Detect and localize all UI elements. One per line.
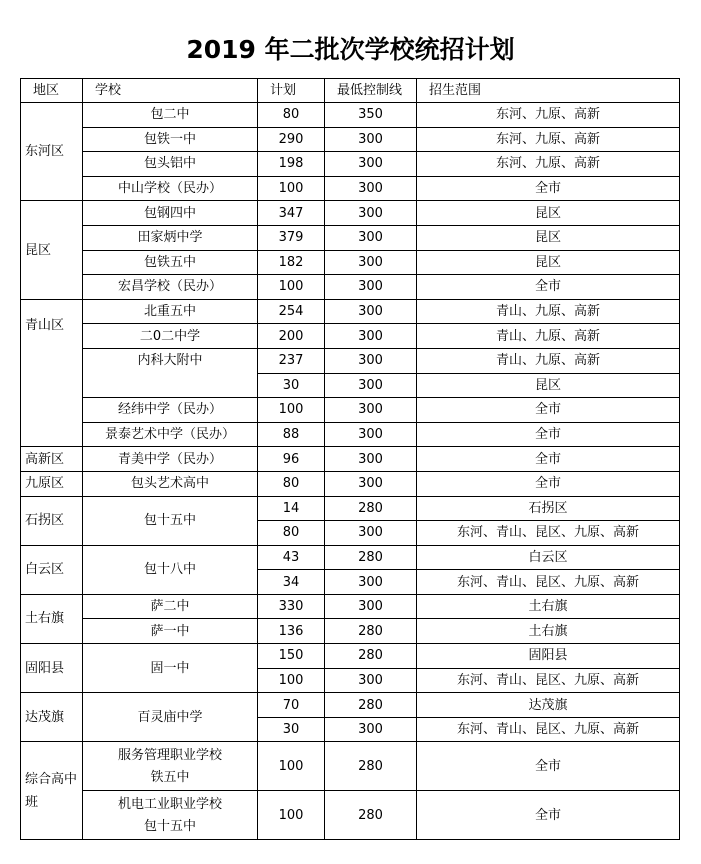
range-cell: 东河、青山、昆区、九原、高新 — [417, 570, 680, 595]
range-cell: 昆区 — [417, 373, 680, 398]
school-cell: 包铁五中 — [83, 250, 258, 275]
enrollment-plan-table — [20, 78, 680, 840]
min-score-cell: 300 — [325, 521, 417, 546]
table-row — [21, 250, 680, 275]
school-cell: 包铁一中 — [83, 127, 258, 152]
school-cell: 田家炳中学 — [83, 225, 258, 250]
district-cell: 固阳县 — [21, 644, 83, 693]
table-row — [21, 644, 680, 669]
range-cell: 昆区 — [417, 201, 680, 226]
page-title: 2019 年二批次学校统招计划 — [186, 35, 515, 64]
table-row — [21, 791, 680, 840]
school-name-line: 包十五中 — [143, 819, 196, 835]
school-cell: 经纬中学（民办） — [83, 398, 258, 423]
table-row — [21, 324, 680, 349]
min-score-cell: 300 — [325, 152, 417, 177]
table-header-row — [21, 79, 680, 103]
school-cell: 景泰艺术中学（民办） — [83, 422, 258, 447]
range-cell: 东河、九原、高新 — [417, 152, 680, 177]
min-score-cell: 350 — [325, 103, 417, 128]
plan-cell: 254 — [258, 299, 325, 324]
plan-cell: 30 — [258, 373, 325, 398]
plan-cell: 88 — [258, 422, 325, 447]
min-score-cell: 300 — [325, 570, 417, 595]
plan-cell: 100 — [258, 668, 325, 693]
table-row — [21, 398, 680, 423]
min-score-cell: 300 — [325, 201, 417, 226]
plan-cell: 14 — [258, 496, 325, 521]
school-cell: 包头艺术高中 — [83, 471, 258, 496]
plan-cell: 237 — [258, 348, 325, 373]
table-row — [21, 693, 680, 718]
min-score-cell: 300 — [325, 398, 417, 423]
min-score-cell: 300 — [325, 176, 417, 201]
range-cell: 东河、青山、昆区、九原、高新 — [417, 717, 680, 742]
min-score-cell: 280 — [325, 791, 417, 840]
min-score-cell: 280 — [325, 619, 417, 644]
table-row — [21, 545, 680, 570]
school-cell: 百灵庙中学 — [83, 693, 258, 742]
school-cell — [83, 791, 258, 840]
table-row — [21, 103, 680, 128]
min-score-cell: 300 — [325, 348, 417, 373]
min-score-cell: 300 — [325, 594, 417, 619]
plan-cell: 379 — [258, 225, 325, 250]
plan-cell: 100 — [258, 742, 325, 791]
plan-cell: 34 — [258, 570, 325, 595]
range-cell: 土右旗 — [417, 619, 680, 644]
district-cell: 土右旗 — [21, 594, 83, 643]
min-score-cell: 300 — [325, 422, 417, 447]
district-cell: 白云区 — [21, 545, 83, 594]
school-cell: 北重五中 — [83, 299, 258, 324]
table-row — [21, 496, 680, 521]
min-score-cell: 300 — [325, 225, 417, 250]
min-score-cell: 300 — [325, 127, 417, 152]
min-score-cell: 300 — [325, 324, 417, 349]
table-row — [21, 152, 680, 177]
table-row — [21, 471, 680, 496]
school-cell: 中山学校（民办） — [83, 176, 258, 201]
range-cell: 白云区 — [417, 545, 680, 570]
plan-cell: 150 — [258, 644, 325, 669]
plan-cell: 100 — [258, 398, 325, 423]
school-name-line: 铁五中 — [150, 770, 190, 786]
table-row — [21, 201, 680, 226]
range-cell: 达茂旗 — [417, 693, 680, 718]
table-row — [21, 447, 680, 472]
school-cell: 包十五中 — [83, 496, 258, 545]
district-cell: 综合高中班 — [21, 742, 83, 840]
school-cell: 萨二中 — [83, 594, 258, 619]
district-cell: 高新区 — [21, 447, 83, 472]
school-cell: 二0二中学 — [83, 324, 258, 349]
plan-cell: 80 — [258, 471, 325, 496]
range-cell: 全市 — [417, 471, 680, 496]
plan-cell: 80 — [258, 103, 325, 128]
range-cell: 土右旗 — [417, 594, 680, 619]
plan-cell: 290 — [258, 127, 325, 152]
plan-cell: 100 — [258, 176, 325, 201]
table-row — [21, 127, 680, 152]
plan-cell: 96 — [258, 447, 325, 472]
school-name-line: 机电工业职业学校 — [117, 797, 222, 813]
table-row — [21, 275, 680, 300]
range-cell: 东河、青山、昆区、九原、高新 — [417, 668, 680, 693]
table-row — [21, 742, 680, 791]
school-cell: 包头铝中 — [83, 152, 258, 177]
table-row — [21, 176, 680, 201]
plan-cell: 70 — [258, 693, 325, 718]
plan-cell: 200 — [258, 324, 325, 349]
min-score-cell: 300 — [325, 373, 417, 398]
district-cell: 石拐区 — [21, 496, 83, 545]
district-cell: 昆区 — [21, 201, 83, 299]
plan-cell: 43 — [258, 545, 325, 570]
plan-cell: 100 — [258, 791, 325, 840]
header-plan: 计划 — [258, 79, 325, 103]
header-min-score: 最低控制线 — [325, 79, 417, 103]
range-cell: 全市 — [417, 398, 680, 423]
school-cell: 萨一中 — [83, 619, 258, 644]
school-cell: 青美中学（民办） — [83, 447, 258, 472]
range-cell: 东河、九原、高新 — [417, 103, 680, 128]
district-cell: 九原区 — [21, 471, 83, 496]
table-row — [21, 299, 680, 324]
range-cell: 固阳县 — [417, 644, 680, 669]
plan-cell: 182 — [258, 250, 325, 275]
min-score-cell: 300 — [325, 299, 417, 324]
min-score-cell: 300 — [325, 275, 417, 300]
range-cell: 全市 — [417, 275, 680, 300]
range-cell: 昆区 — [417, 250, 680, 275]
table-row — [21, 225, 680, 250]
school-name-line: 服务管理职业学校 — [117, 748, 222, 764]
min-score-cell: 300 — [325, 668, 417, 693]
min-score-cell: 280 — [325, 693, 417, 718]
plan-cell: 198 — [258, 152, 325, 177]
plan-cell: 330 — [258, 594, 325, 619]
range-cell: 青山、九原、高新 — [417, 348, 680, 373]
header-district: 地区 — [21, 79, 83, 103]
range-cell: 青山、九原、高新 — [417, 299, 680, 324]
range-cell: 全市 — [417, 176, 680, 201]
range-cell: 全市 — [417, 447, 680, 472]
table-row — [21, 619, 680, 644]
range-cell: 全市 — [417, 791, 680, 840]
header-range: 招生范围 — [417, 79, 680, 103]
min-score-cell: 300 — [325, 717, 417, 742]
header-school: 学校 — [83, 79, 258, 103]
school-cell: 包钢四中 — [83, 201, 258, 226]
table-row — [21, 594, 680, 619]
min-score-cell: 300 — [325, 471, 417, 496]
table-row — [21, 422, 680, 447]
range-cell: 全市 — [417, 742, 680, 791]
district-cell: 青山区 — [21, 299, 83, 447]
school-cell: 内科大附中 — [83, 348, 258, 397]
range-cell: 东河、青山、昆区、九原、高新 — [417, 521, 680, 546]
range-cell: 昆区 — [417, 225, 680, 250]
min-score-cell: 280 — [325, 545, 417, 570]
range-cell: 东河、九原、高新 — [417, 127, 680, 152]
district-cell: 东河区 — [21, 103, 83, 201]
school-cell: 宏昌学校（民办） — [83, 275, 258, 300]
plan-cell: 100 — [258, 275, 325, 300]
plan-cell: 136 — [258, 619, 325, 644]
table-row — [21, 348, 680, 373]
school-cell: 包十八中 — [83, 545, 258, 594]
min-score-cell: 280 — [325, 644, 417, 669]
district-cell: 达茂旗 — [21, 693, 83, 742]
min-score-cell: 300 — [325, 447, 417, 472]
school-cell: 包二中 — [83, 103, 258, 128]
plan-cell: 30 — [258, 717, 325, 742]
min-score-cell: 280 — [325, 742, 417, 791]
min-score-cell: 280 — [325, 496, 417, 521]
min-score-cell: 300 — [325, 250, 417, 275]
plan-cell: 347 — [258, 201, 325, 226]
range-cell: 石拐区 — [417, 496, 680, 521]
school-cell — [83, 742, 258, 791]
range-cell: 全市 — [417, 422, 680, 447]
range-cell: 青山、九原、高新 — [417, 324, 680, 349]
plan-cell: 80 — [258, 521, 325, 546]
school-cell: 固一中 — [83, 644, 258, 693]
